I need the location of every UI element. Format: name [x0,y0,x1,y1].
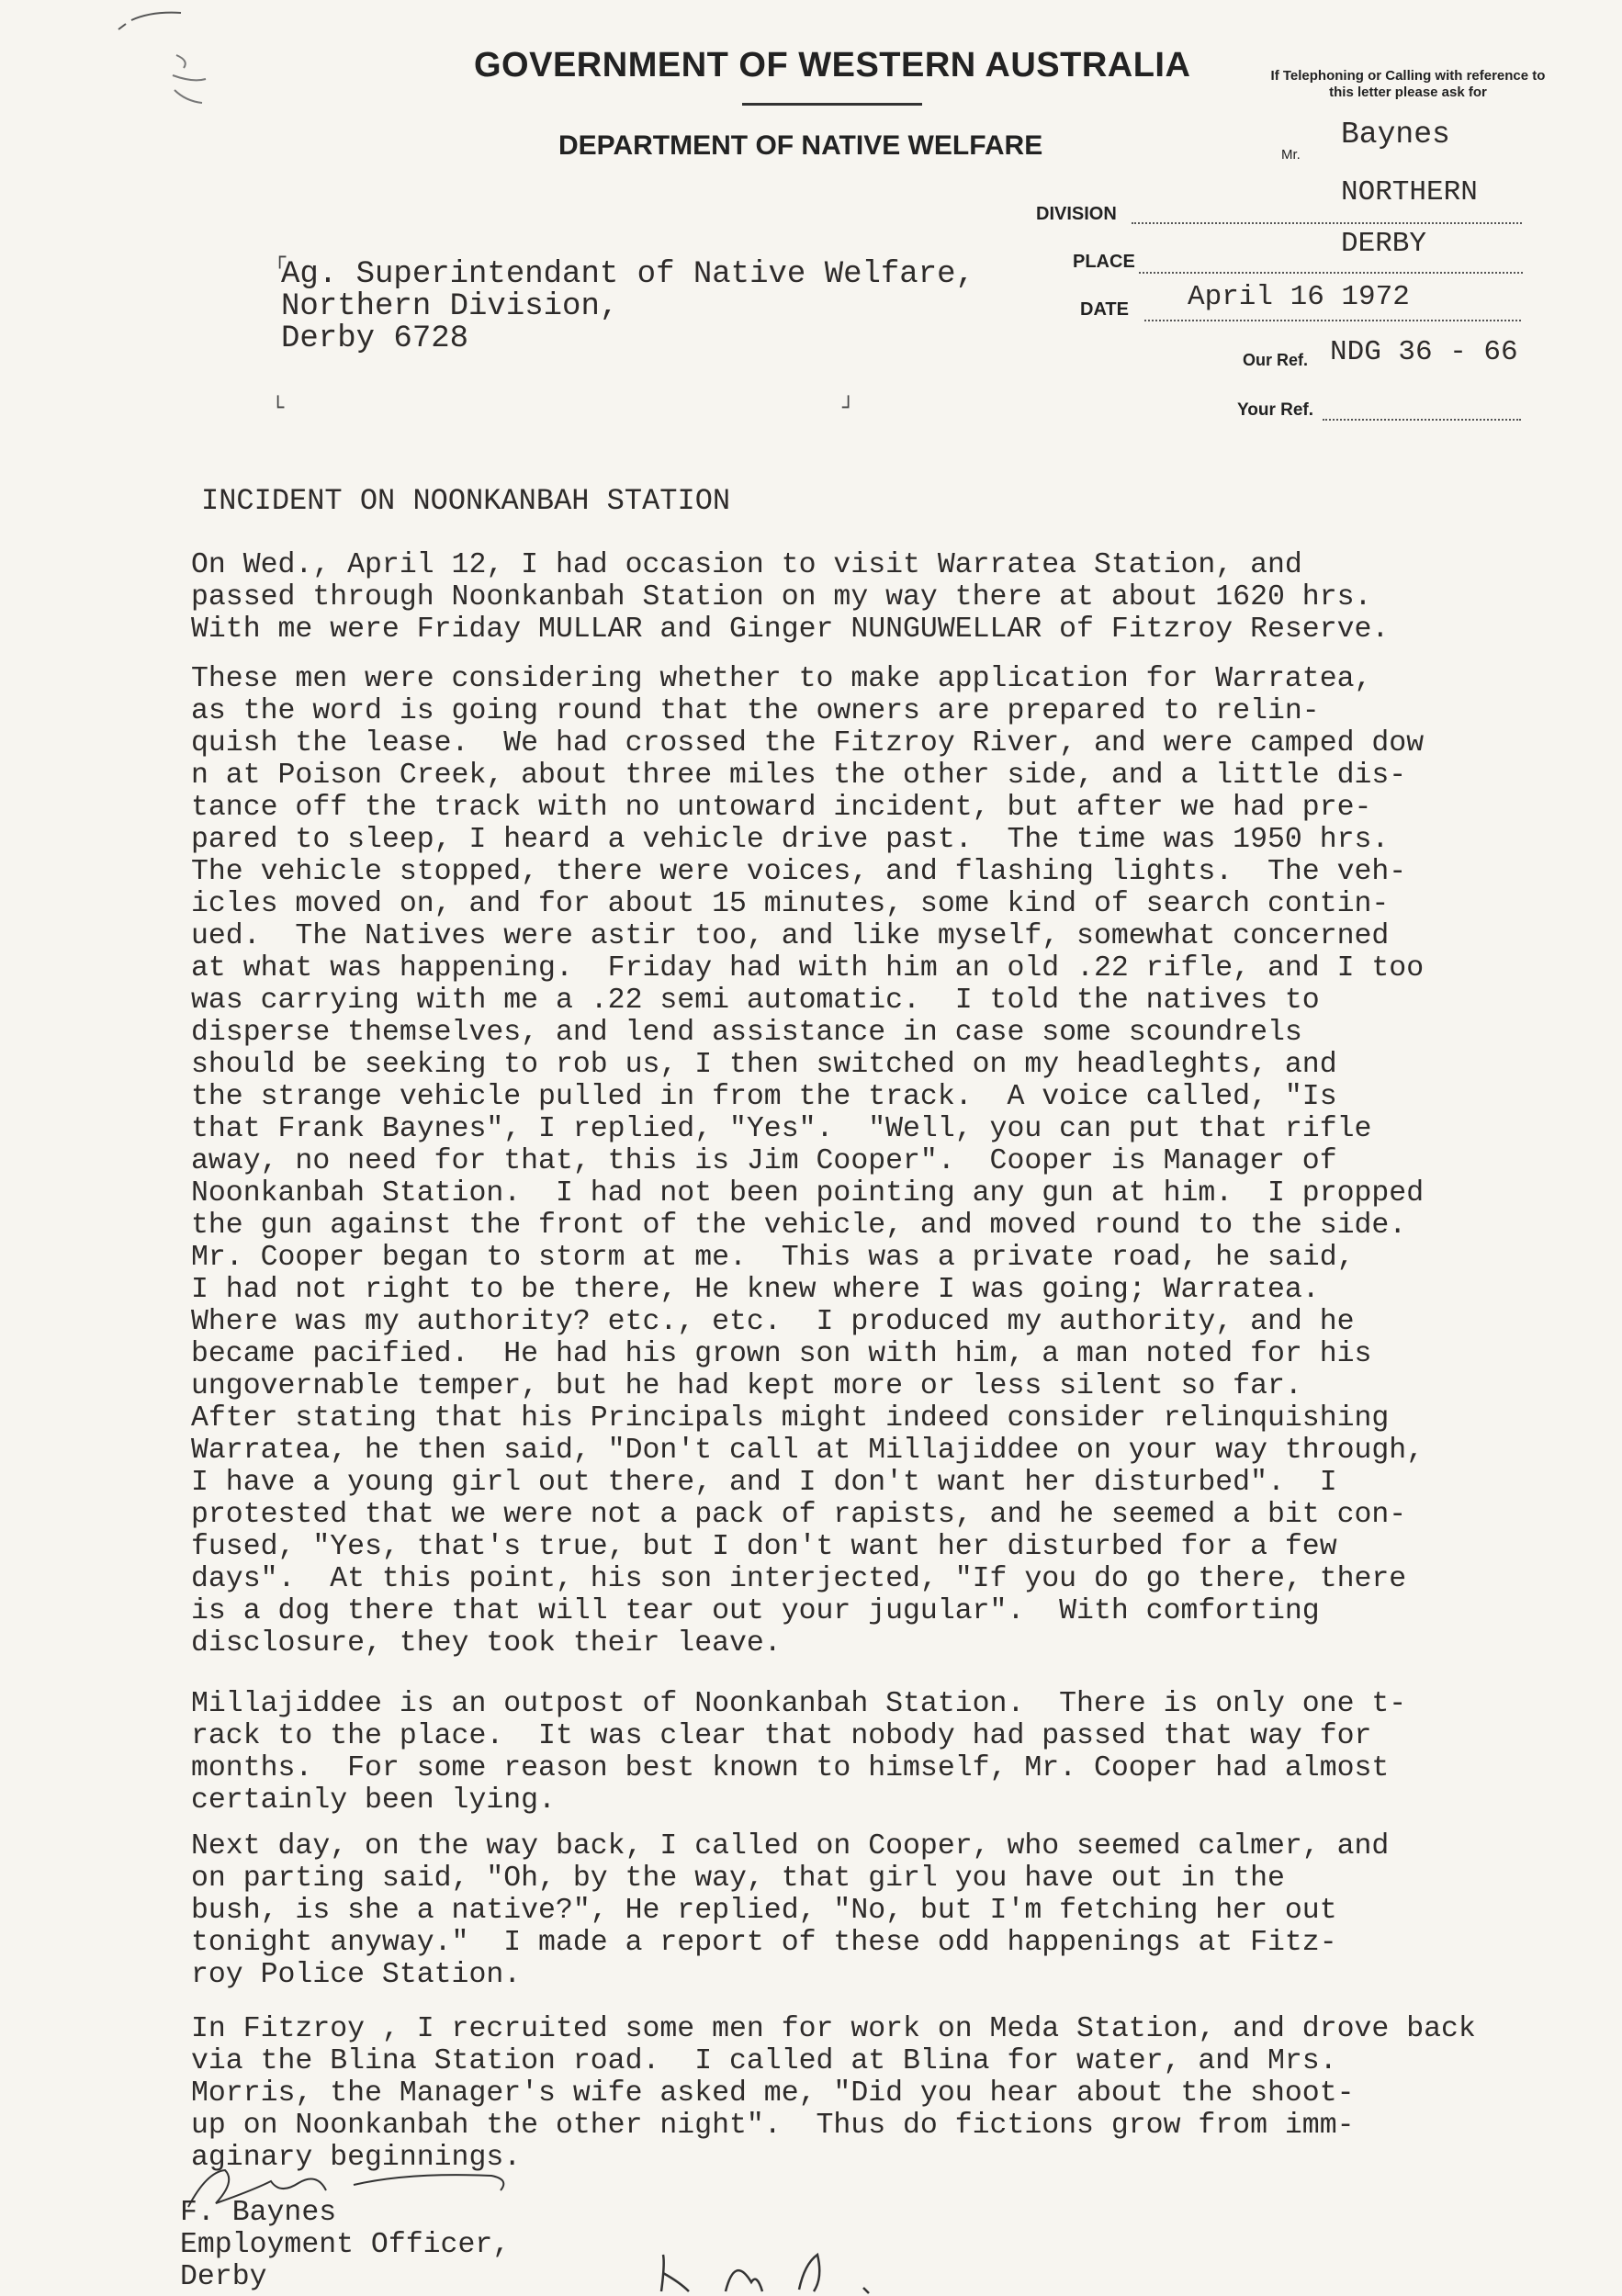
date-value: April 16 1972 [1188,281,1410,313]
place-label: PLACE [1073,252,1135,272]
government-title: GOVERNMENT OF WESTERN AUSTRALIA [474,46,1191,84]
address-corner-bottom-right: ┘ [842,397,855,420]
body-paragraph-5: In Fitzroy , I recruited some men for work on Meda Station, and drove back via the Blina Station road. I called at Blina for water, and Mrs. Morris, the Manager's wife asked me, "Did you hear about the shoot- up on Noonkanbah the other night". Thus do fictions grow from imm- aginary beginnings. [191,2013,1476,2174]
handwritten-initials [643,2245,918,2296]
body-paragraph-1: On Wed., April 12, I had occasion to visit Warratea Station, and passed through Noonkanbah Station on my way there at about 1620 hrs. With me were Friday MULLAR and Ginger NUNGUWELLAR of Fitzroy Reserve. [191,549,1390,646]
body-paragraph-2: These men were considering whether to make application for Warratea, as the word is going round that the owners are prepared to relin- quish the lease. We had crossed the Fitzroy River, and were camped dow n at Poison Creek, about three miles the other side, and a little dis- tance off the track with no untoward incident, but after we had pre- pared to sleep, I heard a vehicle drive past. The time was 1950 hrs. The vehicle stopped, there were voices, and flashing lights. The veh- icles moved on, and for about 15 minutes, some kind of search contin- ued. The Natives were astir too, and like myself, somewhat concerned at what was happening. Friday had with him an old .22 rifle, and I too was carrying with me a .22 semi automatic. I told the natives to disperse themselves, and lend assistance in case some scoundrels should be seeking to rob us, I then switched on my headleghts, and the strange vehicle pulled in from the track. A voice called, "Is that Frank Baynes", I replied, "Yes". "Well, you can put that rifle away, no need for that, this is Jim Cooper". Cooper is Manager of Noonkanbah Station. I had not been pointing any gun at him. I propped the gun against the front of the vehicle, and moved round to the side. Mr. Cooper began to storm at me. This was a private road, he said, I had not right to be there, He knew where I was going; Warratea. Where was my authority? etc., etc. I produced my authority, and he became pacified. He had his grown son with him, a man noted for his ungovernable temper, but he had kept more or less silent so far. After stating that his Principals might indeed consider relinquishing Warratea, he then said, "Don't call at Millajiddee on your way through, I have a young girl out there, and I don't want her disturbed". I protested that we were not a pack of rapists, and he seemed a bit con- fused, "Yes, that's true, but I don't want her disturbed for a few days". At this point, his son interjected, "If you do go there, there is a dog there that will tear out your jugular". With comforting disclosure, they took their leave. [191,663,1425,1660]
division-value: NORTHERN [1341,176,1478,208]
date-dotted-line [1144,320,1521,321]
division-label: DIVISION [1036,204,1117,224]
our-ref-label: Our Ref. [1243,351,1309,369]
body-paragraph-3: Millajiddee is an outpost of Noonkanbah Station. There is only one t- rack to the place. It was clear that nobody had passed that way for months. For some reason best known to himself, Mr. Cooper had almost certainly been lying. [191,1688,1407,1817]
our-ref-value: NDG 36 - 66 [1330,336,1518,368]
mr-value: Baynes [1341,118,1450,152]
punch-hole-mark [165,46,220,119]
mr-label: Mr. [1281,147,1301,163]
address-corner-bottom-left: └ [272,397,285,420]
date-label: DATE [1080,299,1129,320]
department-title: DEPARTMENT OF NATIVE WELFARE [558,130,1043,161]
pencil-tick-mark [115,7,188,35]
your-ref-label: Your Ref. [1237,400,1314,420]
letterhead-rule [742,103,922,106]
your-ref-dotted-line [1323,419,1521,421]
body-paragraph-4: Next day, on the way back, I called on Cooper, who seemed calmer, and on parting said, "Oh, by the way, that girl you have out in the bush, is she a native?", He replied, "No, but I'm fetching her out tonight anyway." I made a report of these odd happenings at Fitz- roy Police Station. [191,1830,1390,1991]
signature-block: F. Baynes Employment Officer, Derby [180,2197,511,2293]
telephone-note: If Telephoning or Calling with reference to this letter please ask for [1270,68,1546,100]
division-dotted-line [1132,222,1522,224]
address-corner-top-left: ┌ [274,246,287,269]
place-dotted-line [1139,272,1523,274]
place-value: DERBY [1341,228,1427,260]
addressee-block: Ag. Superintendant of Native Welfare, Northern Division, Derby 6728 [281,257,974,356]
letter-subject: INCIDENT ON NOONKANBAH STATION [201,484,731,518]
